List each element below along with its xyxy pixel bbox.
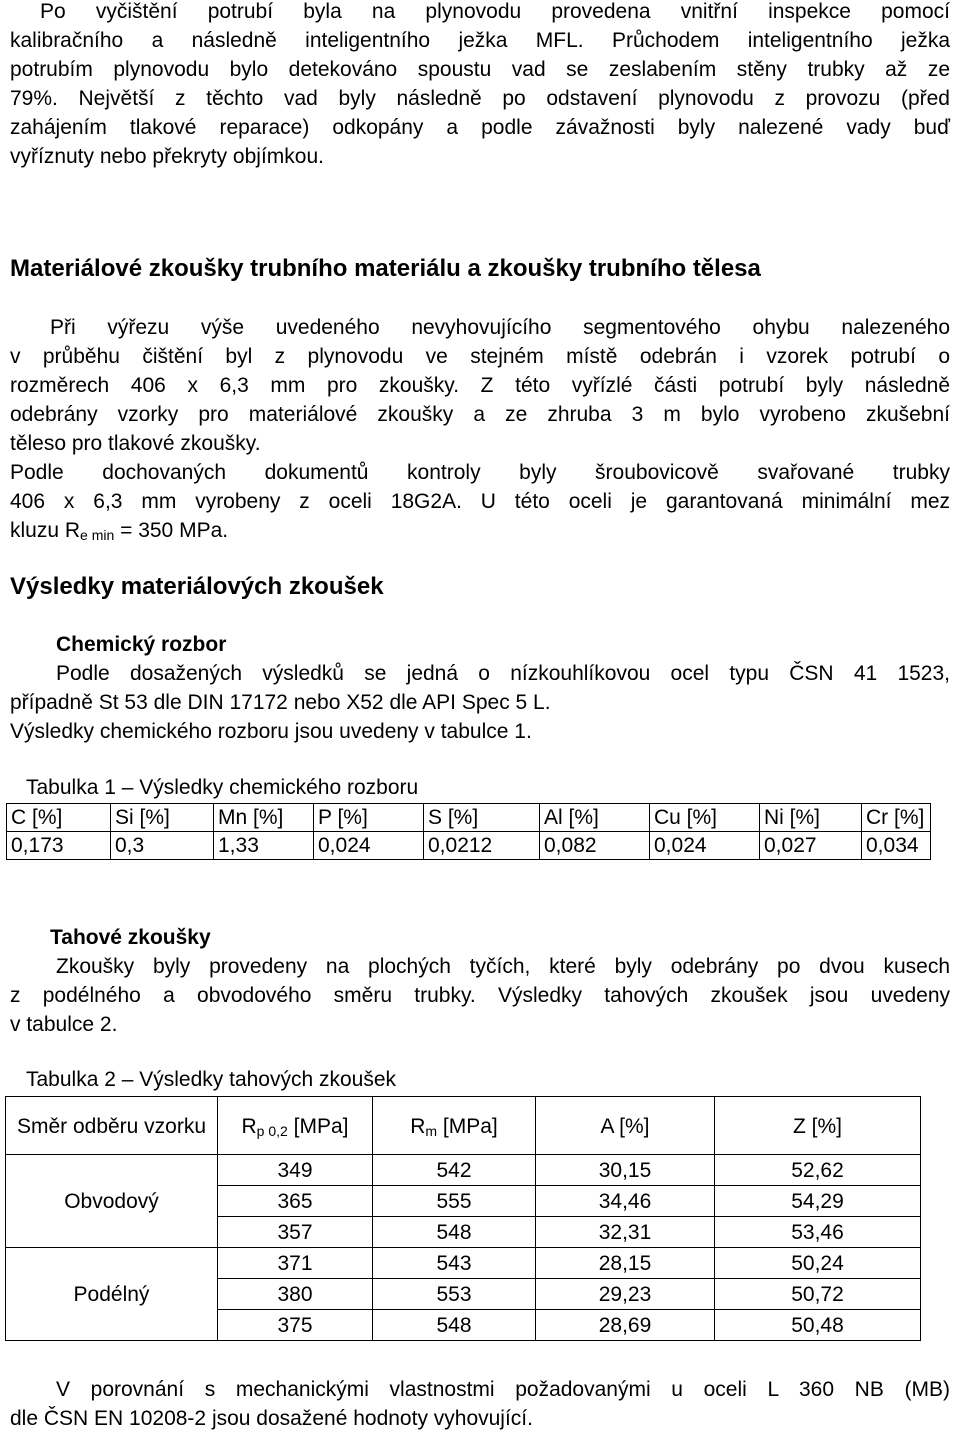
text-fragment: kluzu R [10,519,81,542]
table-cell: 0,3 [111,832,214,860]
section-heading: Materiálové zkoušky trubního materiálu a zkoušky trubního tělesa [10,255,761,282]
text-line: Výsledky chemického rozboru jsou uvedeny v tabulce 1. [10,720,532,743]
table-cell: 54,29 [715,1186,921,1217]
table-cell: 0,082 [540,832,650,860]
table-header-row [7,804,931,832]
text-line [10,516,950,545]
table-cell: 29,23 [536,1279,715,1310]
table-header-cell [218,1097,373,1155]
text-line: 406 x 6,3 mm vyrobeny z oceli 18G2A. U této oceli je garantovaná minimální mez [10,490,950,513]
chemical-table [6,803,931,860]
text-fragment: [MPa] [287,1114,349,1138]
table-cell: 349 [218,1155,373,1186]
text-line: vyříznuty nebo překryty objímkou. [10,145,324,168]
text-line: zahájením tlakové reparace) odkopány a podle závažnosti byly nalezené vady buď [10,116,950,139]
table-cell: 0,0212 [424,832,540,860]
text-fragment: = 350 MPa. [114,519,229,542]
table-cell: 0,024 [314,832,424,860]
text-line: V porovnání s mechanickými vlastnostmi požadovanými u oceli L 360 NB (MB) [56,1378,950,1401]
text-line: Podle dochovaných dokumentů kontroly byly šroubovicově svařované trubky [10,461,950,484]
table-cell: 53,46 [715,1217,921,1248]
table-header-cell: Cr [%] [862,804,931,832]
text-line: Po vyčištění potrubí byla na plynovodu provedena vnitřní inspekce pomocí [40,0,950,23]
table-row [6,1248,921,1279]
text-line: odebrány vzorky pro materiálové zkoušky a ze zhruba 3 m bylo vyrobeno zkušební [10,403,950,426]
tensile-table [5,1096,921,1341]
table-header-cell: S [%] [424,804,540,832]
table-header-cell: Cu [%] [650,804,760,832]
table-cell: 380 [218,1279,373,1310]
table-cell: 357 [218,1217,373,1248]
text-line: v průběhu čištění byl z plynovodu ve stejném místě odebrán i vzorek potrubí o [10,345,950,368]
table-cell: 0,034 [862,832,931,860]
subscript: m [425,1122,438,1139]
table-cell: 28,69 [536,1310,715,1341]
table-header-cell: P [%] [314,804,424,832]
table-cell: 555 [373,1186,536,1217]
table-header-cell: Al [%] [540,804,650,832]
group-label-cell: Podélný [6,1248,218,1341]
table-cell: 0,173 [7,832,111,860]
table-caption: Tabulka 1 – Výsledky chemického rozboru [26,776,419,799]
subscript: p 0,2 [256,1122,288,1139]
table-cell: 365 [218,1186,373,1217]
subsection-heading: Chemický rozbor [56,633,227,656]
section-heading: Výsledky materiálových zkoušek [10,573,384,600]
text-line: dle ČSN EN 10208-2 jsou dosažené hodnoty vyhovující. [10,1407,533,1430]
text-line: Zkoušky byly provedeny na plochých tyčích, které byly odebrány po dvou kusech [56,955,950,978]
text-line: kalibračního a následně inteligentního ježka MFL. Průchodem inteligentního ježka [10,29,950,52]
text-fragment: R [410,1114,426,1138]
chem-paragraph [10,659,950,746]
table-header-row [6,1097,921,1155]
table-header-cell: A [%] [536,1097,715,1155]
text-line: těleso pro tlakové zkoušky. [10,432,261,455]
section1-paragraph-1 [10,313,950,545]
table-cell: 548 [373,1310,536,1341]
text-fragment: R [241,1114,257,1138]
table-cell: 1,33 [214,832,314,860]
table-cell: 32,31 [536,1217,715,1248]
table-cell: 542 [373,1155,536,1186]
table-header-cell: Ni [%] [760,804,862,832]
table-header-cell [373,1097,536,1155]
text-line: potrubím plynovodu bylo detekováno spoustu vad se zeslabením stěny trubky až ze [10,58,950,81]
table-cell: 0,024 [650,832,760,860]
table-row [6,1155,921,1186]
group-label-cell: Obvodový [6,1155,218,1248]
conclusion-paragraph [10,1375,950,1433]
table-cell: 543 [373,1248,536,1279]
text-line: Podle dosažených výsledků se jedná o nízkouhlíkovou ocel typu ČSN 41 1523, [56,662,950,685]
table-row [7,832,931,860]
table-cell: 375 [218,1310,373,1341]
text-line: rozměrech 406 x 6,3 mm pro zkoušky. Z této vyřízlé části potrubí byly následně [10,374,950,397]
text-line: Při výřezu výše uvedeného nevyhovujícího segmentového ohybu nalezeného [50,316,950,339]
table-cell: 28,15 [536,1248,715,1279]
intro-paragraph [10,0,950,171]
tensile-paragraph [10,952,950,1039]
table-cell: 30,15 [536,1155,715,1186]
subsection-heading: Tahové zkoušky [50,926,211,949]
table-cell: 50,48 [715,1310,921,1341]
table-header-cell: Si [%] [111,804,214,832]
text-fragment: [MPa] [437,1114,498,1138]
text-line: v tabulce 2. [10,1013,118,1036]
table-cell: 553 [373,1279,536,1310]
table-cell: 52,62 [715,1155,921,1186]
text-line: z podélného a obvodového směru trubky. Výsledky tahových zkoušek jsou uvedeny [10,984,950,1007]
table-cell: 548 [373,1217,536,1248]
table-header-cell: C [%] [7,804,111,832]
table-cell: 34,46 [536,1186,715,1217]
table-header-cell: Z [%] [715,1097,921,1155]
table-cell: 371 [218,1248,373,1279]
subscript: e min [80,527,115,543]
table-header-cell: Mn [%] [214,804,314,832]
table-cell: 50,72 [715,1279,921,1310]
text-line: případně St 53 dle DIN 17172 nebo X52 dle API Spec 5 L. [10,691,551,714]
table-cell: 50,24 [715,1248,921,1279]
table-cell: 0,027 [760,832,862,860]
text-line: 79%. Největší z těchto vad byly následně po odstavení plynovodu z provozu (před [10,87,950,110]
table-header-cell: Směr odběru vzorku [6,1097,218,1155]
table-caption: Tabulka 2 – Výsledky tahových zkoušek [26,1068,397,1091]
